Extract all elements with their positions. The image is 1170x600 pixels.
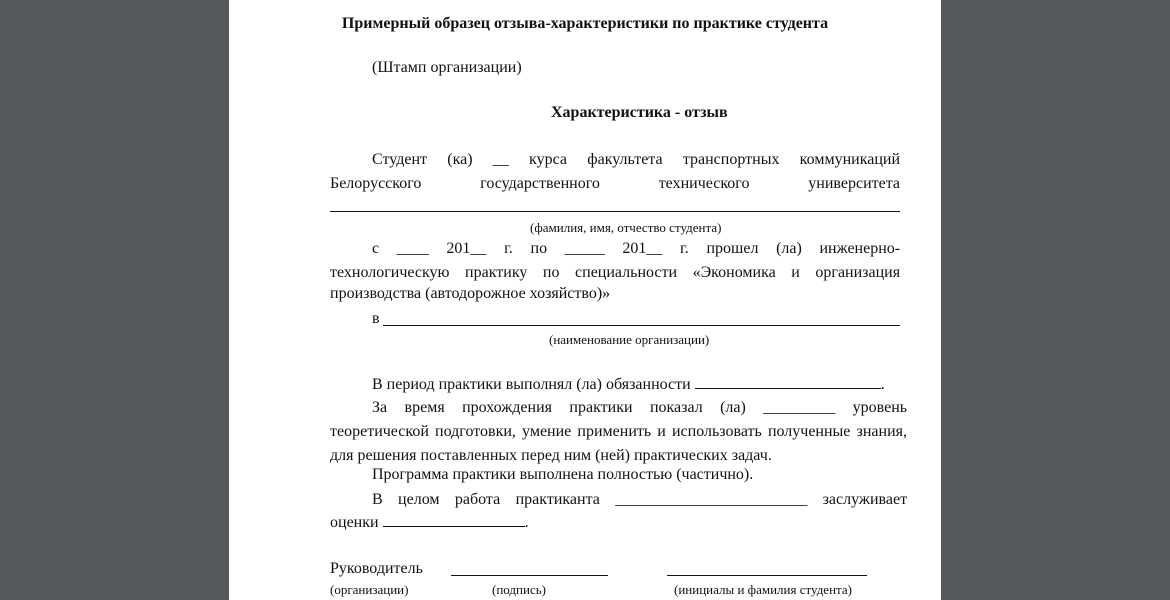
caption-fio: (фамилия, имя, отчество студента): [530, 220, 722, 235]
word: __: [492, 151, 509, 168]
word: За: [372, 399, 388, 416]
skills-line-1: [372, 396, 907, 420]
word: факультета: [587, 151, 663, 168]
word: работа: [454, 491, 501, 508]
word: специальности: [575, 264, 678, 281]
supervisor-label: Руководитель: [330, 560, 423, 577]
word: _________: [763, 399, 836, 416]
signature-line: [451, 575, 608, 576]
word: по: [530, 240, 548, 257]
name-line: [667, 575, 867, 576]
word: практики: [569, 399, 633, 416]
duties-blank: [695, 374, 881, 389]
word: университета: [808, 175, 901, 192]
word: организация: [815, 264, 901, 281]
grade-prefix: оценки: [330, 514, 379, 531]
org-blank-line: [383, 325, 900, 326]
word: практику: [465, 264, 528, 281]
stamp-label: (Штамп организации): [372, 59, 522, 76]
grade-blank: [383, 512, 525, 527]
word: технического: [658, 175, 750, 192]
word: уровень: [852, 399, 908, 416]
word: технологическую: [330, 264, 450, 281]
sign-name-caption: (инициалы и фамилия студента): [674, 582, 852, 597]
period-line-3: производства (автодорожное хозяйство)»: [330, 285, 611, 302]
word: 201__: [622, 240, 663, 257]
duties-text: В период практики выполнял (ла) обязанности: [372, 376, 691, 393]
skills-rest: теоретической подготовки, умение применить и использовать полученные знания, для решения поставленных перед ним (ней) практических задач.: [330, 423, 907, 464]
word: прошел (ла): [706, 240, 802, 257]
word: ________________________: [615, 491, 808, 508]
word: показал (ла): [649, 399, 746, 416]
word: время: [404, 399, 445, 416]
student-line-1: [372, 148, 900, 172]
word: В: [372, 491, 383, 508]
duties-line: [372, 374, 885, 395]
period-line-1: [372, 237, 900, 261]
word: транспортных: [682, 151, 780, 168]
word: инженерно-: [819, 240, 901, 257]
grade-end: .: [524, 514, 529, 531]
place-prefix: в: [372, 310, 380, 327]
word: государственного: [480, 175, 600, 192]
document-page: [229, 0, 941, 600]
word: коммуникаций: [799, 151, 901, 168]
word: ____: [396, 240, 429, 257]
word: 201__: [446, 240, 487, 257]
word: и: [791, 264, 800, 281]
document-heading: Примерный образец отзыва-характеристики по практике студента: [341, 15, 829, 32]
sign-signature-caption: (подпись): [492, 582, 546, 597]
period-line-2: [330, 261, 900, 285]
document-title: Характеристика - отзыв: [551, 104, 728, 121]
word: курса: [529, 151, 567, 168]
caption-org: (наименование организации): [549, 332, 710, 347]
program-text: Программа практики выполнена полностью (частично).: [372, 466, 754, 483]
word: _____: [564, 240, 605, 257]
word: прохождения: [462, 399, 553, 416]
word: по: [542, 264, 560, 281]
word: Студент (ка): [372, 151, 473, 168]
grade-line: [330, 512, 529, 533]
fio-blank-line: [330, 211, 900, 212]
word: заслуживает: [822, 491, 908, 508]
sign-org-caption: (организации): [330, 582, 409, 597]
word: «Экономика: [692, 264, 776, 281]
word: Белорусского: [330, 175, 422, 192]
word: целом: [398, 491, 440, 508]
word: с: [372, 240, 380, 257]
overall-line-1: [372, 488, 907, 512]
student-line-2: [330, 172, 900, 196]
word: г.: [504, 240, 513, 257]
duties-end: .: [880, 376, 885, 393]
word: практиканта: [515, 491, 600, 508]
word: г.: [680, 240, 689, 257]
